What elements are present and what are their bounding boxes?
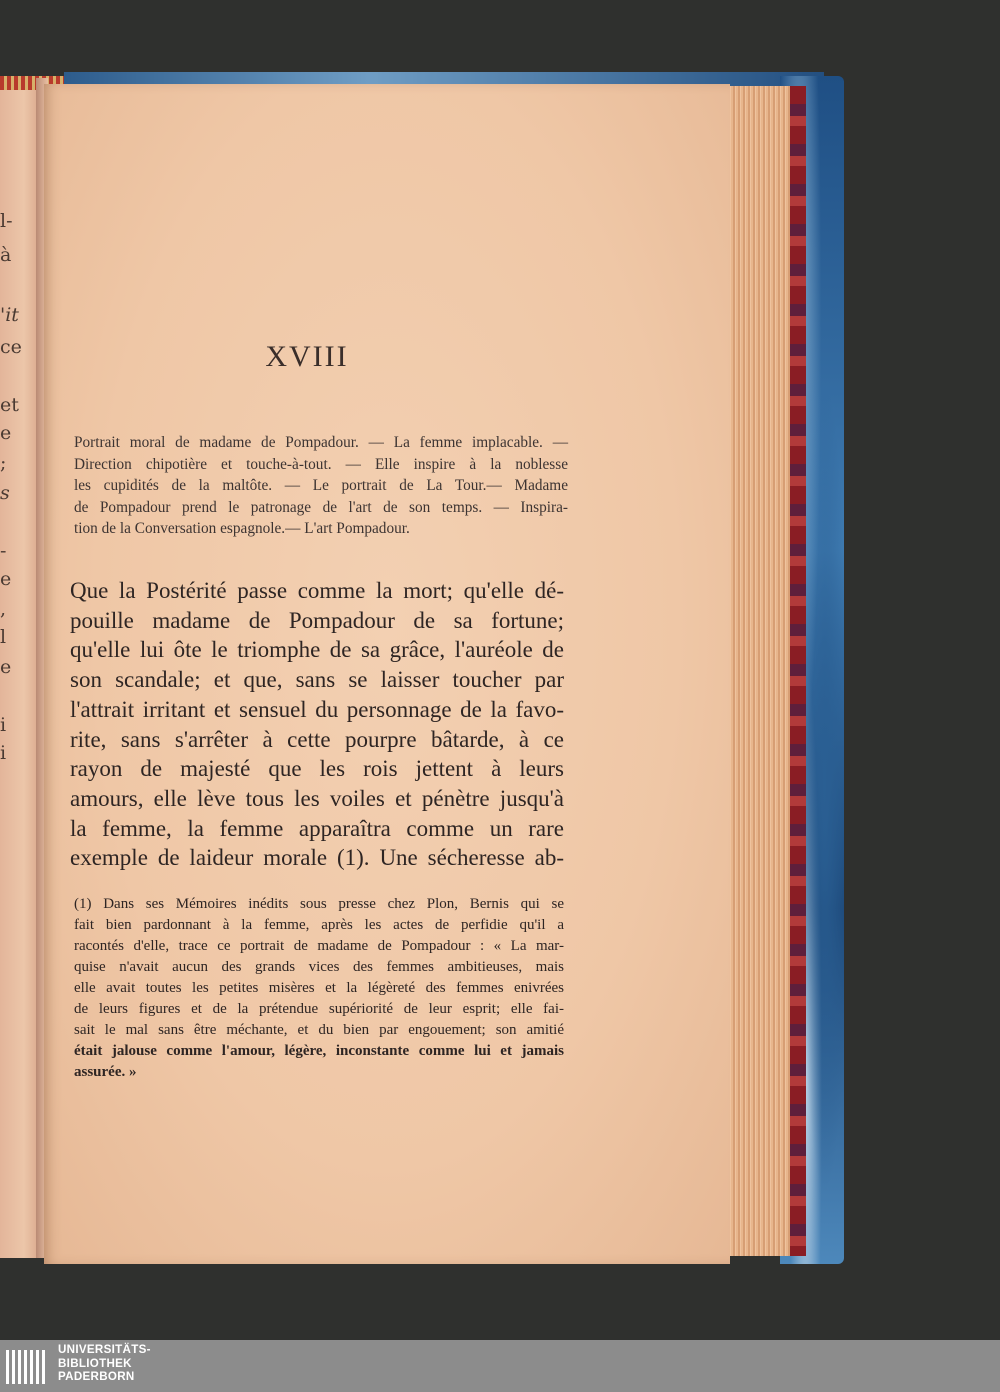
left-page [0, 78, 40, 1258]
left-page-fragment: e [0, 568, 12, 590]
left-page-fragment: - [0, 540, 7, 562]
left-page-fragment: et [0, 394, 19, 416]
footnote-line: elle avait toutes les petites misères et la légèreté des femmes enivrées [74, 980, 564, 996]
body-line: pouille madame de Pompadour de sa fortune; [70, 607, 564, 633]
chapter-summary [74, 432, 568, 540]
library-footer [0, 1340, 1000, 1392]
left-page-fragment: 'it [0, 304, 19, 326]
summary-line [74, 518, 568, 540]
library-name-line: BIBLIOTHEK [58, 1356, 132, 1370]
summary-line-text: les cupidités de la maltôte. — Le portrait de La Tour.— Madame [74, 477, 568, 494]
body-text [70, 576, 564, 873]
summary-line-text: Direction chipotière et touche-à-tout. — Elle inspire à la noblesse [74, 455, 568, 473]
footnote-line: (1) Dans ses Mémoires inédits sous presse chez Plon, Bernis qui se [74, 896, 564, 912]
left-page-fragment: e [0, 656, 12, 678]
body-line: Que la Postérité passe comme la mort; qu'elle dé- [70, 578, 564, 603]
left-page-fragment: l- [0, 210, 13, 232]
left-page-fragment: i [0, 714, 7, 736]
footnote-line: quise n'avait aucun des grands vices des femmes ambitieuses, mais [74, 959, 564, 975]
footnote-line: sait le mal sans être méchante, et du bien par engouement; son amitié [74, 1022, 564, 1038]
footnote-line: de leurs figures et de la prétendue supériorité de leur esprit; elle fai- [74, 1001, 564, 1017]
footnote [74, 894, 564, 1083]
left-page-fragment: ce [0, 336, 22, 358]
chapter-number: XVIII [265, 340, 349, 373]
summary-line [74, 432, 568, 454]
summary-line-text: de Pompadour prend le patronage de l'art de son temps. — Inspira- [74, 498, 568, 516]
library-name [58, 1343, 151, 1384]
summary-line [74, 475, 568, 497]
left-page-fragment: ; [0, 452, 7, 474]
body-line: qu'elle lui ôte le triomphe de sa grâce, l'auréole de [70, 637, 564, 663]
library-logo-icon [4, 1348, 50, 1386]
body-line: rayon de majesté que les rois jettent à leurs [70, 756, 564, 782]
body-line: rite, sans s'arrêter à cette pourpre bâtarde, à ce [70, 726, 564, 752]
body-line: amours, elle lève tous les voiles et pénètre jusqu'à [70, 785, 564, 811]
left-page-fragment: i [0, 742, 7, 764]
body-line: la femme, la femme apparaîtra comme un rare [70, 815, 564, 841]
footnote-line: assurée. » [74, 1064, 137, 1080]
summary-line [74, 454, 568, 476]
footnote-line: était jalouse comme l'amour, légère, inconstante comme lui et jamais [74, 1043, 564, 1059]
left-page-fragment: , [0, 598, 7, 620]
summary-line-text: Portrait moral de madame de Pompadour. — La femme implacable. — [74, 434, 568, 451]
left-page-fragment: s [0, 482, 10, 504]
page-fore-edge [726, 86, 790, 1256]
summary-line [74, 497, 568, 519]
summary-line-text: tion de la Conversation espagnole.— L'art Pompadour. [74, 520, 410, 537]
body-line: son scandale; et que, sans se laisser toucher par [70, 667, 564, 693]
left-page-fragment: à [0, 244, 12, 266]
library-name-line: PADERBORN [58, 1370, 135, 1384]
left-page-fragment: e [0, 422, 12, 444]
library-name-line: UNIVERSITÄTS- [58, 1343, 151, 1356]
body-line: l'attrait irritant et sensuel du personnage de la favo- [70, 696, 564, 722]
left-page-fragment: l [0, 626, 7, 648]
body-line: exemple de laideur morale (1). Une sécheresse ab- [70, 845, 564, 871]
footnote-line: fait bien pardonnant à la femme, après les actes de perfidie qu'il a [74, 917, 564, 933]
footnote-line: racontés d'elle, trace ce portrait de madame de Pompadour : « La mar- [74, 938, 564, 954]
